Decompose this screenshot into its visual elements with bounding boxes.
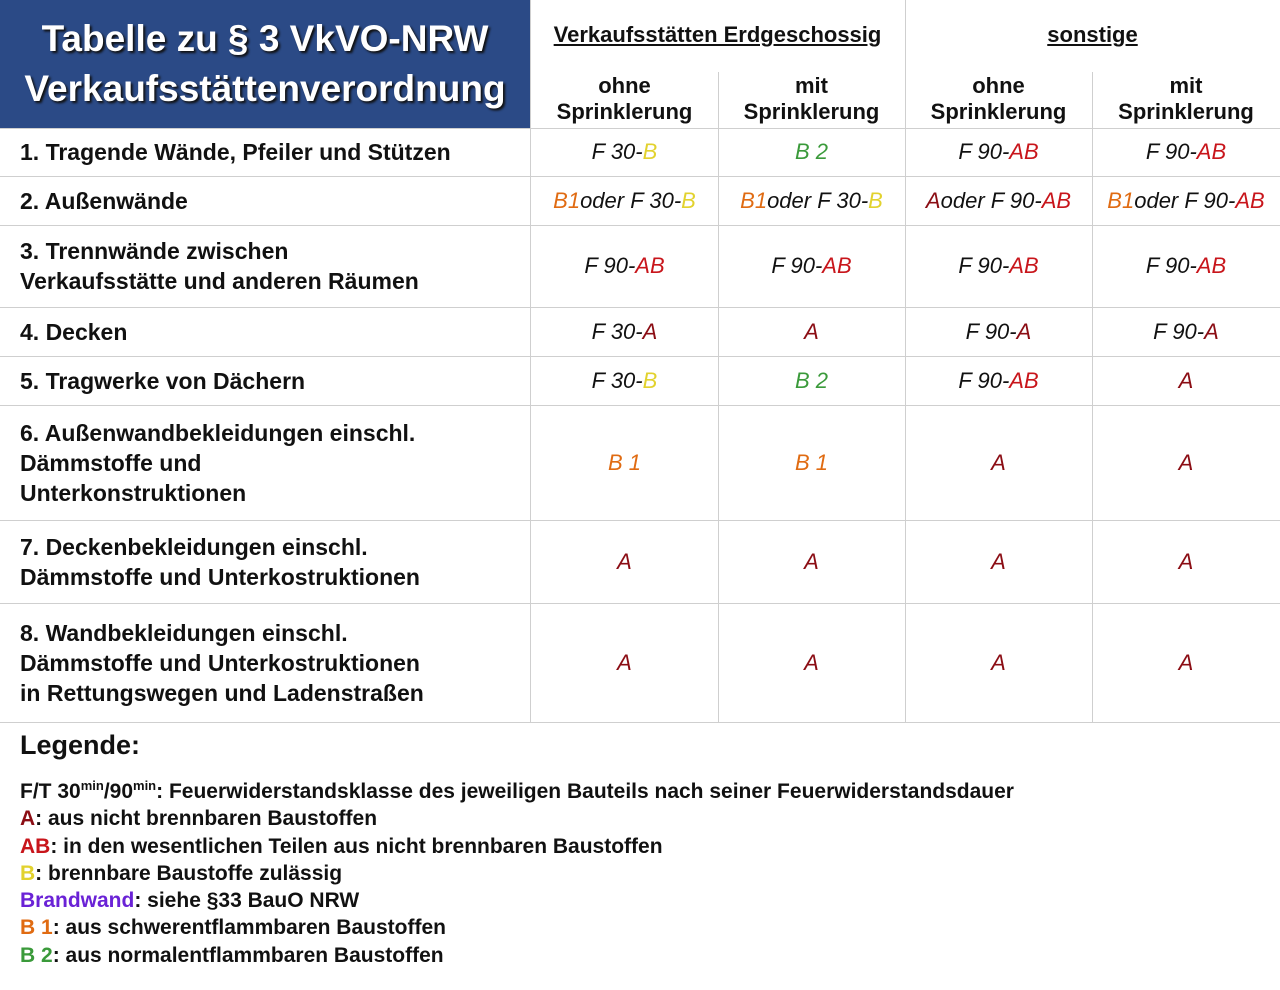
- legend-item: [20, 942, 1014, 969]
- cell-segment: B 1: [607, 449, 642, 475]
- row-label-line: Unterkonstruktionen: [20, 479, 247, 506]
- row-label-1: [20, 128, 525, 176]
- row-label-4: [20, 307, 525, 356]
- table-cell: [1092, 307, 1280, 356]
- subheader-line: mit: [795, 73, 828, 98]
- legend: [20, 778, 1014, 969]
- table-cell: [531, 128, 718, 176]
- legend-ft: F/T $30^{min}/90^{min}$: Feuerwiderstandsklasse des jeweiligen Bauteils nach seiner Feuerwiderstandsdauer: [20, 778, 1014, 803]
- table-cell: [1092, 603, 1280, 722]
- table-cell: [718, 225, 905, 307]
- cell-segment: A: [991, 548, 1006, 574]
- legend-text: : in den wesentlichen Teilen aus nicht brennbaren Baustoffen: [50, 834, 663, 858]
- cell-segment: A: [804, 318, 819, 344]
- legend-key: A: [20, 807, 36, 831]
- table-cell: [905, 520, 1092, 603]
- subheader-line: Sprinklerung: [556, 99, 693, 124]
- cell-segment: A: [925, 187, 941, 213]
- cell-segment: A: [1178, 548, 1194, 574]
- row-label-6: [20, 405, 525, 520]
- table-title: [0, 0, 530, 128]
- cell-segment: B: [681, 187, 696, 213]
- table-cell: [1092, 520, 1280, 603]
- cell-segment: F 30-: [591, 139, 643, 164]
- cell-segment: oder F 90-: [1134, 187, 1236, 213]
- cell-segment: AB: [1009, 253, 1039, 278]
- subheader-line: Sprinklerung: [930, 99, 1067, 124]
- cell-segment: A: [1178, 367, 1194, 393]
- legend-key: AB: [20, 834, 51, 858]
- row-label-line: 5. Tragwerke von Dächern: [20, 367, 306, 394]
- cell-segment: A: [804, 548, 819, 574]
- table-cell: [531, 405, 718, 520]
- legend-text: : aus schwerentflammbaren Baustoffen: [52, 916, 446, 940]
- legend-item: [20, 833, 1014, 860]
- table-cell: [905, 603, 1092, 722]
- table-cell: [718, 405, 905, 520]
- cell-segment: F 90-: [584, 253, 636, 278]
- legend-text: : siehe §33 BauO NRW: [134, 889, 360, 913]
- table-cell: [718, 307, 905, 356]
- legend-title: Legende:: [20, 730, 141, 760]
- table-cell: [1092, 405, 1280, 520]
- table-cell: [1092, 356, 1280, 405]
- cell-segment: B: [642, 367, 658, 393]
- subheader-line: Sprinklerung: [1118, 99, 1254, 124]
- legend-text: : aus nicht brennbaren Baustoffen: [35, 807, 378, 831]
- table-cell: [531, 356, 718, 405]
- row-label-line: 1. Tragende Wände, Pfeiler und Stützen: [20, 139, 451, 165]
- cell-segment: A: [642, 318, 658, 344]
- cell-segment: A: [991, 649, 1006, 675]
- table-cell: [531, 307, 718, 356]
- legend-item: [20, 887, 1014, 914]
- cell-segment: oder F 90-: [940, 187, 1042, 213]
- table-cell: [531, 225, 718, 307]
- subheader-col-1: [531, 70, 718, 128]
- table-cell: [905, 176, 1092, 225]
- title-line-1: Tabelle zu § 3 VkVO-NRW: [41, 18, 489, 59]
- row-label-line: 4. Decken: [20, 318, 128, 345]
- row-label-line: Dämmstoffe und: [20, 449, 202, 476]
- cell-segment: F 90-: [958, 253, 1010, 278]
- legend-items: [20, 805, 1014, 969]
- table-cell: [905, 307, 1092, 356]
- subheader-line: Sprinklerung: [743, 99, 880, 124]
- table-cell: [1092, 128, 1280, 176]
- cell-segment: A: [1178, 449, 1194, 475]
- row-label-8: [20, 603, 525, 722]
- cell-segment: F 90-: [958, 139, 1010, 164]
- row-label-line: Dämmstoffe und Unterkostruktionen: [20, 563, 420, 590]
- table-cell: [1092, 225, 1280, 307]
- row-label-line: 6. Außenwandbekleidungen einschl.: [20, 419, 416, 446]
- cell-segment: F 90-: [1153, 318, 1205, 344]
- cell-segment: oder F 30-: [767, 187, 869, 213]
- row-label-2: [20, 176, 525, 225]
- row-label-line: 7. Deckenbekleidungen einschl.: [20, 533, 368, 560]
- table-cell: [905, 405, 1092, 520]
- legend-item: [20, 914, 1014, 941]
- cell-segment: AB: [822, 253, 852, 278]
- table-cell: [718, 520, 905, 603]
- legend-key: B 2: [20, 943, 53, 967]
- cell-segment: A: [617, 548, 632, 574]
- cell-segment: B 2: [794, 367, 829, 393]
- cell-segment: B: [868, 187, 883, 213]
- cell-segment: F 30-: [591, 318, 643, 344]
- cell-segment: B 1: [794, 449, 829, 475]
- cell-segment: B1: [1107, 187, 1135, 213]
- legend-key: B: [20, 861, 36, 885]
- table-cell: [905, 225, 1092, 307]
- table-cell: [531, 520, 718, 603]
- cell-segment: A: [991, 449, 1006, 475]
- legend-text: : brennbare Baustoffe zulässig: [35, 861, 343, 885]
- table-cell: [531, 603, 718, 722]
- cell-segment: B1: [553, 187, 581, 213]
- cell-segment: A: [1178, 649, 1194, 675]
- row-label-line: 8. Wandbekleidungen einschl.: [20, 619, 348, 646]
- title-line-2: Verkaufsstättenverordnung: [24, 68, 506, 109]
- cell-segment: F 30-: [591, 367, 643, 393]
- table-cell: [531, 176, 718, 225]
- row-label-line: in Rettungswegen und Ladenstraßen: [20, 679, 424, 706]
- subheader-line: ohne: [598, 73, 651, 98]
- row-label-line: 3. Trennwände zwischen: [20, 238, 289, 264]
- cell-segment: A: [804, 649, 819, 675]
- table-cell: [905, 356, 1092, 405]
- cell-segment: B 2: [794, 139, 829, 164]
- legend-key: B 1: [20, 916, 53, 940]
- legend-item: [20, 860, 1014, 887]
- legend-text: : aus normalentflammbaren Baustoffen: [52, 943, 444, 967]
- row-label-5: [20, 356, 525, 405]
- row-label-3: [20, 225, 525, 307]
- table-cell: [718, 356, 905, 405]
- cell-segment: AB: [1235, 187, 1265, 213]
- subheader-col-4: [1092, 70, 1280, 128]
- cell-segment: B1: [740, 187, 768, 213]
- cell-segment: AB: [635, 253, 665, 278]
- cell-segment: A: [1016, 318, 1032, 344]
- row-label-line: 2. Außenwände: [20, 187, 188, 214]
- subheader-line: mit: [1169, 73, 1203, 98]
- cell-segment: AB: [1196, 139, 1227, 164]
- cell-segment: A: [617, 649, 632, 675]
- table-cell: [718, 176, 905, 225]
- cell-segment: F 90-: [1145, 253, 1197, 278]
- cell-segment: F 90-: [958, 367, 1010, 393]
- cell-segment: A: [1204, 318, 1219, 344]
- grid-line: [0, 722, 1280, 723]
- group-header-sonstige: sonstige: [1047, 22, 1138, 47]
- cell-segment: B: [642, 139, 658, 164]
- row-label-7: [20, 520, 525, 603]
- table-cell: [718, 603, 905, 722]
- cell-segment: oder F 30-: [580, 187, 682, 213]
- cell-segment: AB: [1041, 187, 1072, 213]
- legend-item: [20, 805, 1014, 832]
- subheader-line: ohne: [972, 73, 1025, 98]
- row-label-line: Dämmstoffe und Unterkostruktionen: [20, 649, 420, 676]
- group-header-erdgeschossig: Verkaufsstätten Erdgeschossig: [553, 22, 882, 47]
- legend-key: Brandwand: [20, 889, 135, 913]
- row-label-line: Verkaufsstätte und anderen Räumen: [20, 268, 419, 294]
- subheader-col-2: [718, 70, 905, 128]
- cell-segment: F 90-: [771, 253, 823, 278]
- cell-segment: F 90-: [965, 318, 1017, 344]
- table-cell: [905, 128, 1092, 176]
- cell-segment: F 90-: [1145, 139, 1197, 164]
- cell-segment: AB: [1009, 139, 1039, 164]
- cell-segment: AB: [1009, 367, 1039, 393]
- table-cell: [718, 128, 905, 176]
- cell-segment: AB: [1196, 253, 1227, 278]
- table-cell: [1092, 176, 1280, 225]
- subheader-col-3: [905, 70, 1092, 128]
